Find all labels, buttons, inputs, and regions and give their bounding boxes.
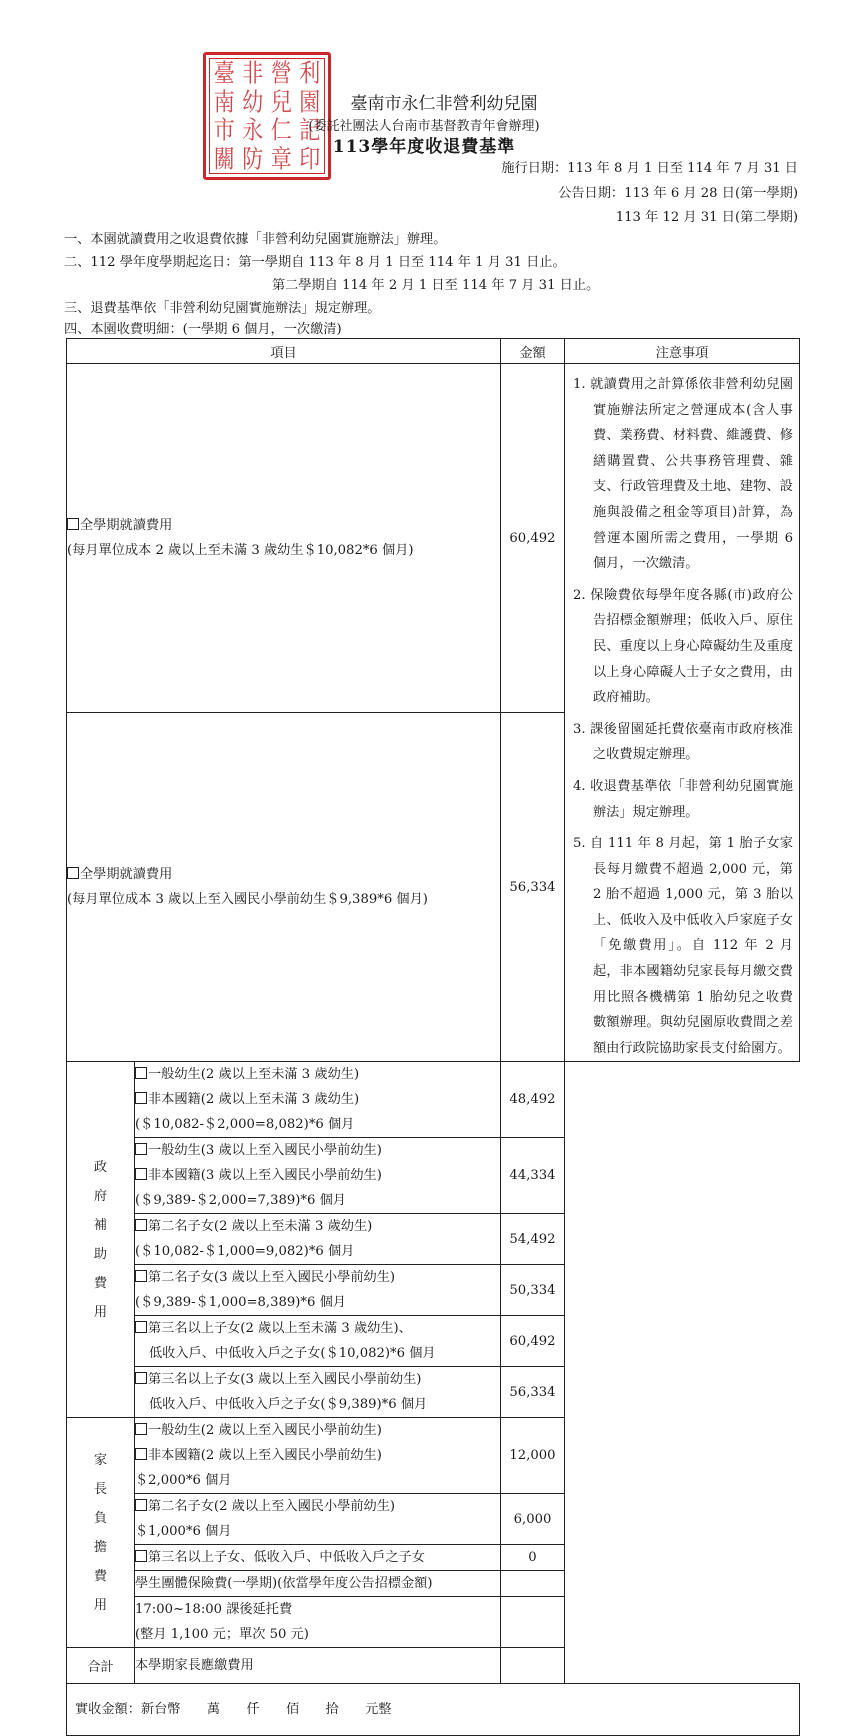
checkbox[interactable] <box>135 1321 147 1333</box>
note-item: 3. 課後留園延托費依臺南市政府核准之收費規定辦理。 <box>573 721 793 763</box>
total-amount <box>501 1648 565 1684</box>
table-row <box>67 1494 800 1545</box>
checkbox[interactable] <box>67 518 79 530</box>
section-3: 三、退費基準依「非營利幼兒園實施辦法」規定辦理。 <box>64 301 381 316</box>
fee-amount: 48,492 <box>501 1062 565 1138</box>
note-item: 1. 就讀費用之計算係依非營利幼兒園實施辦法所定之營運成本(含人事費、業務費、材料費、維護費、修繕購置費、公共事務管理費、雜支、行政管理費及土地、建物、設施與設備之租金等項目)計算，為營運本園所需之費用，一學期 6 個月，一次繳清。 <box>573 377 793 572</box>
checkbox[interactable] <box>135 1448 147 1460</box>
fee-amount: 56,334 <box>501 713 565 1062</box>
category-char: 費 <box>93 1275 108 1291</box>
seal-char: 印 <box>299 143 321 173</box>
table-row <box>67 1597 800 1648</box>
category-char: 用 <box>93 1597 108 1613</box>
fee-line <box>135 1341 500 1366</box>
announce-date-1: 公告日期：113 年 6 月 28 日(第一學期) <box>558 186 798 201</box>
fee-line: (每月單位成本 3 歲以上至入國民小學前幼生＄9,389*6 個月) <box>67 892 428 908</box>
fee-line-text: 低收入戶、中低收入戶之子女(＄10,082)*6 個月 <box>149 1346 436 1362</box>
table-row <box>67 1138 800 1214</box>
fee-line <box>135 1597 500 1622</box>
checkbox[interactable] <box>135 1067 147 1079</box>
seal-char: 南 <box>213 86 235 116</box>
received-amount: 實收金額：新台幣 萬 仟 佰 拾 元整 <box>67 1684 800 1736</box>
fee-line <box>135 1265 500 1290</box>
fee-amount: 44,334 <box>501 1138 565 1214</box>
checkbox[interactable] <box>135 1219 147 1231</box>
fee-line-text: 低收入戶、中低收入戶之子女(＄9,389)*6 個月 <box>149 1397 428 1413</box>
category-char: 家 <box>93 1452 108 1468</box>
table-row <box>67 1265 800 1316</box>
checkbox[interactable] <box>135 1550 147 1562</box>
fee-line-text: ＄2,000*6 個月 <box>135 1473 232 1489</box>
category-char: 費 <box>93 1568 108 1584</box>
checkbox[interactable] <box>135 1270 147 1282</box>
checkbox[interactable] <box>135 1092 147 1104</box>
fee-line-text: (整月 1,100 元；單次 50 元) <box>135 1627 309 1643</box>
fee-line <box>135 1138 500 1163</box>
header-notes: 注意事項 <box>565 339 800 364</box>
fee-line-text: (＄9,389-＄2,000=7,389)*6 個月 <box>135 1193 346 1209</box>
seal-char: 兒 <box>270 86 292 116</box>
table-row <box>67 1545 800 1571</box>
fee-amount: 60,492 <box>501 1316 565 1367</box>
table-row <box>67 1367 800 1418</box>
fee-item <box>135 1214 501 1265</box>
school-name: 臺南市永仁非營利幼兒園 <box>350 94 538 114</box>
seal-char: 營 <box>270 58 292 88</box>
note-item: 5. 自 111 年 8 月起，第 1 胎子女家長每月繳費不超過 2,000 元，第 2 胎不超過 1,000 元，第 3 胎以上、低收入及中低收入戶家庭子女「免繳費用」。自 112 年 2 月起，非本國籍幼兒家長每月繳交費用比照各機構第 1 胎幼兒之收費數額辦理。與幼兒園原收費間之差額由行政院協助家長支付給園方。 <box>573 836 793 1056</box>
category-label <box>67 1418 135 1648</box>
fee-amount: 6,000 <box>501 1494 565 1545</box>
fee-line <box>135 1443 500 1468</box>
fee-line <box>135 1062 500 1087</box>
header-amount: 金額 <box>501 339 565 364</box>
fee-line-text: 非本國籍(2 歲以上至入國民小學前幼生) <box>148 1448 382 1464</box>
category-char: 擔 <box>93 1539 108 1555</box>
seal-char: 章 <box>270 143 292 173</box>
fee-amount: 50,334 <box>501 1265 565 1316</box>
checkbox[interactable] <box>135 1168 147 1180</box>
seal-char: 幼 <box>242 86 264 116</box>
table-header-row <box>67 339 800 364</box>
document-title: 113學年度收退費基準 <box>332 137 516 157</box>
fee-line <box>135 1367 500 1392</box>
category-char: 用 <box>93 1304 108 1320</box>
seal-char: 園 <box>299 86 321 116</box>
fee-item <box>135 1316 501 1367</box>
note-item: 4. 收退費基準依「非營利幼兒園實施辦法」規定辦理。 <box>573 778 793 820</box>
fee-line <box>135 1163 500 1188</box>
table-row <box>67 1062 800 1138</box>
fee-line <box>135 1087 500 1112</box>
category-char: 補 <box>93 1217 108 1233</box>
fee-amount <box>501 1571 565 1597</box>
seal-char: 記 <box>299 115 321 145</box>
notes-cell <box>565 364 800 1062</box>
fee-line: 全學期就讀費用 <box>80 518 173 534</box>
checkbox[interactable] <box>135 1372 147 1384</box>
section-4: 四、本園收費明細：(一學期 6 個月，一次繳清) <box>64 322 342 337</box>
fee-amount: 56,334 <box>501 1367 565 1418</box>
table-row <box>67 1316 800 1367</box>
category-char: 負 <box>93 1510 108 1526</box>
fee-item <box>135 1367 501 1418</box>
fee-line-text: 第二名子女(2 歲以上至未滿 3 歲幼生) <box>148 1219 373 1235</box>
header-item: 項目 <box>67 339 501 364</box>
fee-table <box>66 338 800 1736</box>
fee-line-text: 一般幼生(2 歲以上至入國民小學前幼生) <box>148 1423 382 1439</box>
fee-item <box>135 1265 501 1316</box>
fee-line-text: 第三名以上子女(2 歲以上至未滿 3 歲幼生)、 <box>148 1321 412 1337</box>
fee-line-text: (＄10,082-＄2,000=8,082)*6 個月 <box>135 1117 355 1133</box>
fee-line-text: 學生團體保險費(一學期)(依當學年度公告招標金額) <box>135 1576 433 1592</box>
seal-char: 利 <box>299 58 321 88</box>
checkbox[interactable] <box>135 1143 147 1155</box>
fee-line <box>135 1468 500 1493</box>
checkbox[interactable] <box>135 1423 147 1435</box>
fee-item <box>135 1545 501 1571</box>
fee-line: 全學期就讀費用 <box>80 867 173 883</box>
section-1: 一、本園就讀費用之收退費依據「非營利幼兒園實施辦法」辦理。 <box>64 232 447 247</box>
total-row <box>67 1648 800 1684</box>
category-char: 長 <box>93 1481 108 1497</box>
fee-line-text: 17:00~18:00 課後延托費 <box>135 1602 293 1618</box>
fee-line <box>135 1112 500 1137</box>
fee-amount: 0 <box>501 1545 565 1571</box>
fee-line <box>135 1239 500 1264</box>
fee-line-text: 第三名以上子女(3 歲以上至入國民小學前幼生) <box>148 1372 422 1388</box>
fee-line-text: ＄1,000*6 個月 <box>135 1524 232 1540</box>
fee-line-text: 第三名以上子女、低收入戶、中低收入戶之子女 <box>148 1550 425 1566</box>
fee-line <box>135 1316 500 1341</box>
seal-char: 市 <box>213 115 235 145</box>
seal-char: 防 <box>242 143 264 173</box>
category-char: 助 <box>93 1246 108 1262</box>
section-2-cont: 第二學期自 114 年 2 月 1 日至 114 年 7 月 31 日止。 <box>272 278 600 293</box>
category-char: 政 <box>93 1159 108 1175</box>
fee-line <box>135 1214 500 1239</box>
fee-line-text: 第二名子女(3 歲以上至入國民小學前幼生) <box>148 1270 396 1286</box>
note-item: 2. 保險費依每學年度各縣(市)政府公告招標金額辦理；低收入戶、原住民、重度以上身心障礙幼生及重度以上身心障礙人士子女之費用，由政府補助。 <box>573 587 793 706</box>
fee-amount: 12,000 <box>501 1418 565 1494</box>
section-2: 二、112 學年度學期起迄日：第一學期自 113 年 8 月 1 日至 114 年 1 月 31 日止。 <box>64 255 566 270</box>
seal-char: 非 <box>242 58 264 88</box>
fee-line <box>135 1418 500 1443</box>
received-row <box>67 1684 800 1736</box>
fee-line <box>135 1494 500 1519</box>
fee-line-text: 非本國籍(3 歲以上至入國民小學前幼生) <box>148 1168 382 1184</box>
seal-char: 仁 <box>270 115 292 145</box>
fee-item <box>135 1597 501 1648</box>
fee-amount: 60,492 <box>501 364 565 713</box>
checkbox[interactable] <box>135 1499 147 1511</box>
fee-line <box>135 1622 500 1647</box>
total-text: 本學期家長應繳費用 <box>135 1648 501 1684</box>
fee-item <box>67 364 501 713</box>
category-char: 府 <box>93 1188 108 1204</box>
fee-line <box>135 1571 500 1596</box>
fee-line <box>135 1519 500 1544</box>
fee-line-text: 第二名子女(2 歲以上至入國民小學前幼生) <box>148 1499 396 1515</box>
fee-amount <box>501 1597 565 1648</box>
total-label: 合計 <box>67 1648 135 1684</box>
operator-name: (委託社團法人台南市基督教青年會辦理) <box>308 119 540 134</box>
table-row <box>67 1418 800 1494</box>
fee-item <box>135 1062 501 1138</box>
seal-char: 永 <box>242 115 264 145</box>
category-label <box>67 1062 135 1418</box>
fee-line-text: 非本國籍(2 歲以上至未滿 3 歲幼生) <box>148 1092 360 1108</box>
effective-date: 施行日期：113 年 8 月 1 日至 114 年 7 月 31 日 <box>501 161 798 176</box>
seal-char: 臺 <box>213 58 235 88</box>
fee-line-text: 一般幼生(2 歲以上至未滿 3 歲幼生) <box>148 1067 360 1083</box>
fee-line-text: (＄9,389-＄1,000=8,389)*6 個月 <box>135 1295 346 1311</box>
fee-item <box>135 1571 501 1597</box>
fee-line: (每月單位成本 2 歲以上至未滿 3 歲幼生＄10,082*6 個月) <box>67 543 414 559</box>
fee-line-text: 一般幼生(3 歲以上至入國民小學前幼生) <box>148 1143 382 1159</box>
table-row <box>67 1214 800 1265</box>
fee-item <box>135 1138 501 1214</box>
notes-list <box>573 372 793 1061</box>
fee-line <box>135 1188 500 1213</box>
checkbox[interactable] <box>67 867 79 879</box>
fee-line-text: (＄10,082-＄1,000=9,082)*6 個月 <box>135 1244 355 1260</box>
seal-char: 關 <box>213 143 235 173</box>
announce-date-2: 113 年 12 月 31 日(第二學期) <box>615 210 798 225</box>
fee-item <box>135 1494 501 1545</box>
table-row <box>67 364 800 713</box>
table-row <box>67 1571 800 1597</box>
fee-amount: 54,492 <box>501 1214 565 1265</box>
fee-line <box>135 1290 500 1315</box>
fee-line <box>135 1545 500 1570</box>
fee-item <box>135 1418 501 1494</box>
fee-item <box>67 713 501 1062</box>
fee-line <box>135 1392 500 1417</box>
